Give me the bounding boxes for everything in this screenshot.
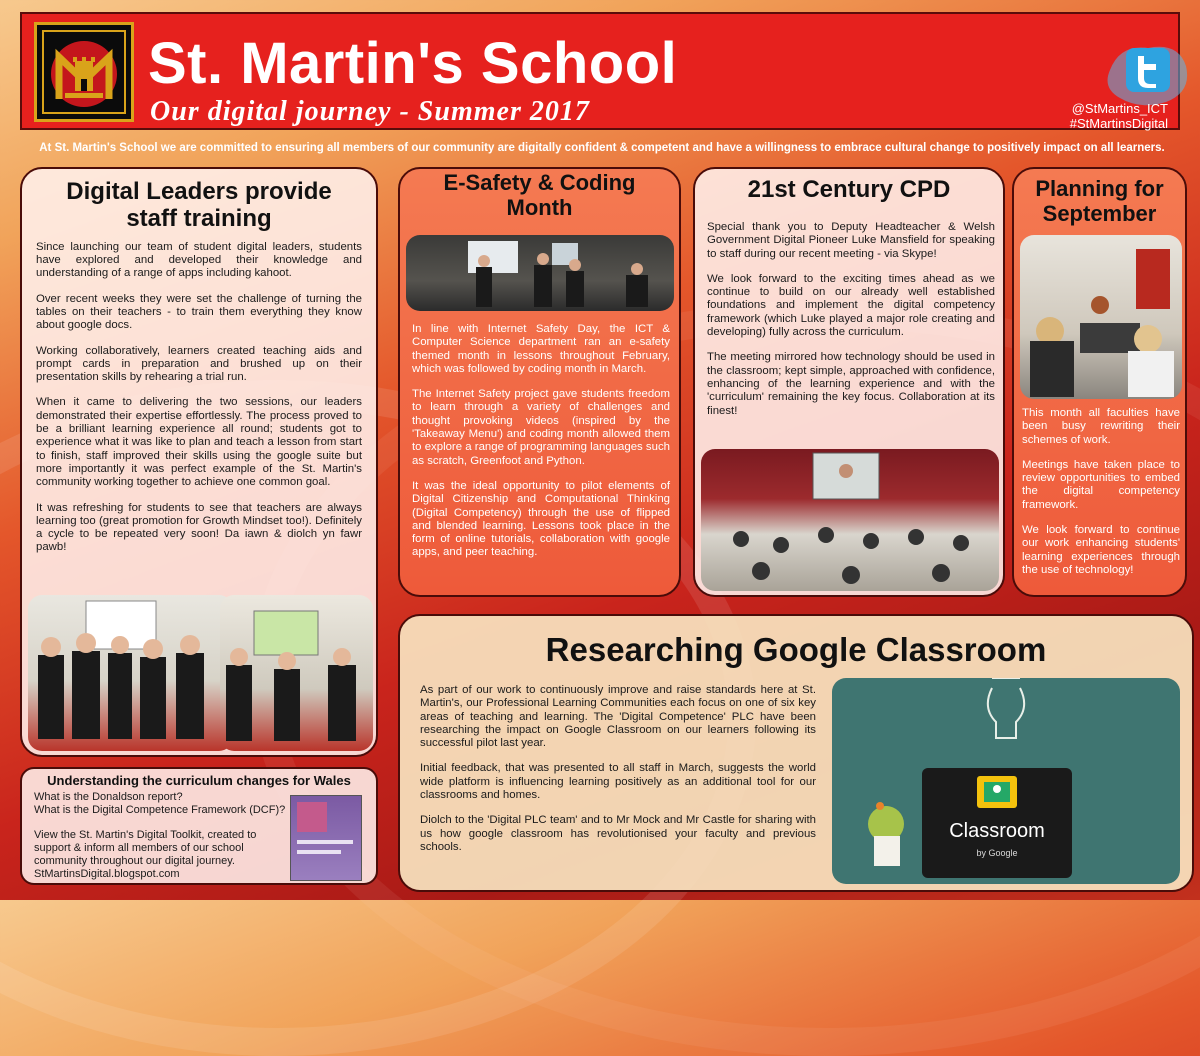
panel-digital-leaders <box>20 167 378 757</box>
paragraph: This month all faculties have been busy rewriting their schemes of work. <box>1022 407 1180 446</box>
photo-google-classroom <box>832 678 1180 884</box>
paragraph: When it came to delivering the two sessions, our leaders demonstrated their expertise effortlessly. The process proved to be a brilliant learning experience all round; students got to experience what it was like to plan and teach a lesson from start to finish, staff improved their skills using the google suite but more importantly it was perfect example of the St. Martin's community working together to achieve one common goal. <box>36 396 362 489</box>
twitter-handle[interactable]: @StMartins_ICT <box>1071 101 1168 116</box>
twitter-handle-block <box>1070 101 1168 131</box>
school-crest-icon <box>34 22 134 122</box>
paragraph: Over recent weeks they were set the challenge of turning the tables on their teachers - to train them everything they know about google docs. <box>36 292 362 332</box>
paragraph: Initial feedback, that was presented to all staff in March, suggests the world wide platform is influencing learning positively as an additional tool for our classrooms and homes. <box>420 762 816 802</box>
photo-planning <box>1020 235 1182 399</box>
panel-planning <box>1012 167 1187 597</box>
paragraph: It was the ideal opportunity to pilot elements of Digital Citizenship and Computational Thinking (Digital Competency) through the use of flipped and blended learning. Lessons took place in the form of online tutorials, collaboration with google apps, and peer teaching. <box>412 479 670 559</box>
paragraph: Special thank you to Deputy Headteacher & Welsh Government Digital Pioneer Luke Mansfield for speaking to staff during our recent meeting - via Skype! <box>707 221 995 260</box>
question: What is the Digital Competence Framework (DCF)? <box>34 804 286 816</box>
panel-esafety <box>398 167 681 597</box>
panel-body <box>1022 407 1180 589</box>
curriculum-text <box>34 791 296 881</box>
tagline: Our digital journey - Summer 2017 <box>150 96 590 127</box>
paragraph: Meetings have taken place to review opportunities to embed the digital competency framework. <box>1022 458 1180 511</box>
photo-cpd-meeting <box>701 449 999 591</box>
photo-esafety-class <box>406 235 674 311</box>
paragraph: As part of our work to continuously improve and raise standards here at St. Martin's, our Professional Learning Communities each focus on one of six key areas of teaching and learning. The 'Digital Competence' PLC have been researching the impact on Google Classroom on our learners following its successful pilot last year. <box>420 684 816 750</box>
google-classroom-icon <box>977 776 1017 808</box>
panel-body <box>412 323 670 572</box>
paragraph: We look forward to the exciting times ahead as we continue to build on our already well established foundations and implement the digital competency framework (which Luke played a major role creating and developing) fully across the curriculum. <box>707 272 995 339</box>
twitter-bird-icon[interactable] <box>1100 40 1192 110</box>
panel-title: Digital Leaders provide staff training <box>66 178 332 232</box>
laptop-brand: by Google <box>976 848 1018 858</box>
photo-digital-leaders-2 <box>220 595 373 751</box>
question: What is the Donaldson report? <box>34 791 183 803</box>
panel-title: Planning for September <box>1035 176 1164 226</box>
header-banner <box>20 12 1180 130</box>
panel-cpd <box>693 167 1005 597</box>
laptop-label: Classroom <box>949 820 1045 842</box>
photo-digital-leaders-1 <box>28 595 233 751</box>
paragraph: It was refreshing for students to see that teachers are always learning too (great promotion for Growth Mindset too!). Definitely a cycle to be repeated very soon! Da iawn & diolch yn fawr pawb! <box>36 501 362 554</box>
panel-curriculum <box>20 767 378 885</box>
panel-body <box>707 221 995 430</box>
paragraph: The Internet Safety project gave students freedom to learn through a variety of challenges and thought provoking videos (inspired by the 'Takeaway Menu') and coding month allowed them to explore a range of programming languages such as scratch, Greenfoot and Python. <box>412 388 670 467</box>
paragraph: Diolch to the 'Digital PLC team' and to Mr Mock and Mr Castle for sharing with us how google classroom has revolutionised your faculty and previous schools. <box>420 814 816 853</box>
panel-title: Researching Google Classroom <box>545 631 1047 668</box>
school-title: St. Martin's School <box>148 31 678 96</box>
laptop-screen <box>922 768 1072 878</box>
panel-google-classroom <box>398 614 1194 892</box>
toolkit-text: View the St. Martin's Digital Toolkit, created to support & inform all members of our school community throughout our digital journey. <box>34 829 257 867</box>
paragraph: We look forward to continue our work enhancing students' learning experiences through the use of technology! <box>1022 524 1180 576</box>
hashtag[interactable]: #StMartinsDigital <box>1069 116 1168 131</box>
paragraph: Working collaboratively, learners created teaching aids and prompt cards in preparation and brushed up on their presentation skills by rehearing a trial run. <box>36 344 362 384</box>
panel-body <box>22 233 376 555</box>
blog-link[interactable]: StMartinsDigital.blogspot.com <box>34 868 180 880</box>
intro-statement: At St. Martin's School we are committed to ensuring all members of our community are digitally confident & competent and have a willingness to embrace cultural change to positively impact on all learners. <box>39 142 1165 154</box>
panel-title: E-Safety & Coding Month <box>443 170 636 220</box>
paragraph: In line with Internet Safety Day, the ICT & Computer Science department ran an e-safety themed month in lessons throughout February, which was followed by coding month in March. <box>412 323 670 375</box>
paragraph: The meeting mirrored how technology should be used in the classroom; kept simple, approached with confidence, enhancing of the learning experience and with the 'curriculum' remaining the key focus. Collaboration at its finest! <box>707 351 995 417</box>
panel-title: 21st Century CPD <box>747 176 951 203</box>
panel-title: Understanding the curriculum changes for Wales <box>47 773 351 788</box>
panel-body <box>420 684 816 866</box>
curriculum-booklet-image <box>290 795 362 881</box>
paragraph: Since launching our team of student digital leaders, students have explored and developed their knowledge and understanding of a range of apps including kahoot. <box>36 240 362 280</box>
